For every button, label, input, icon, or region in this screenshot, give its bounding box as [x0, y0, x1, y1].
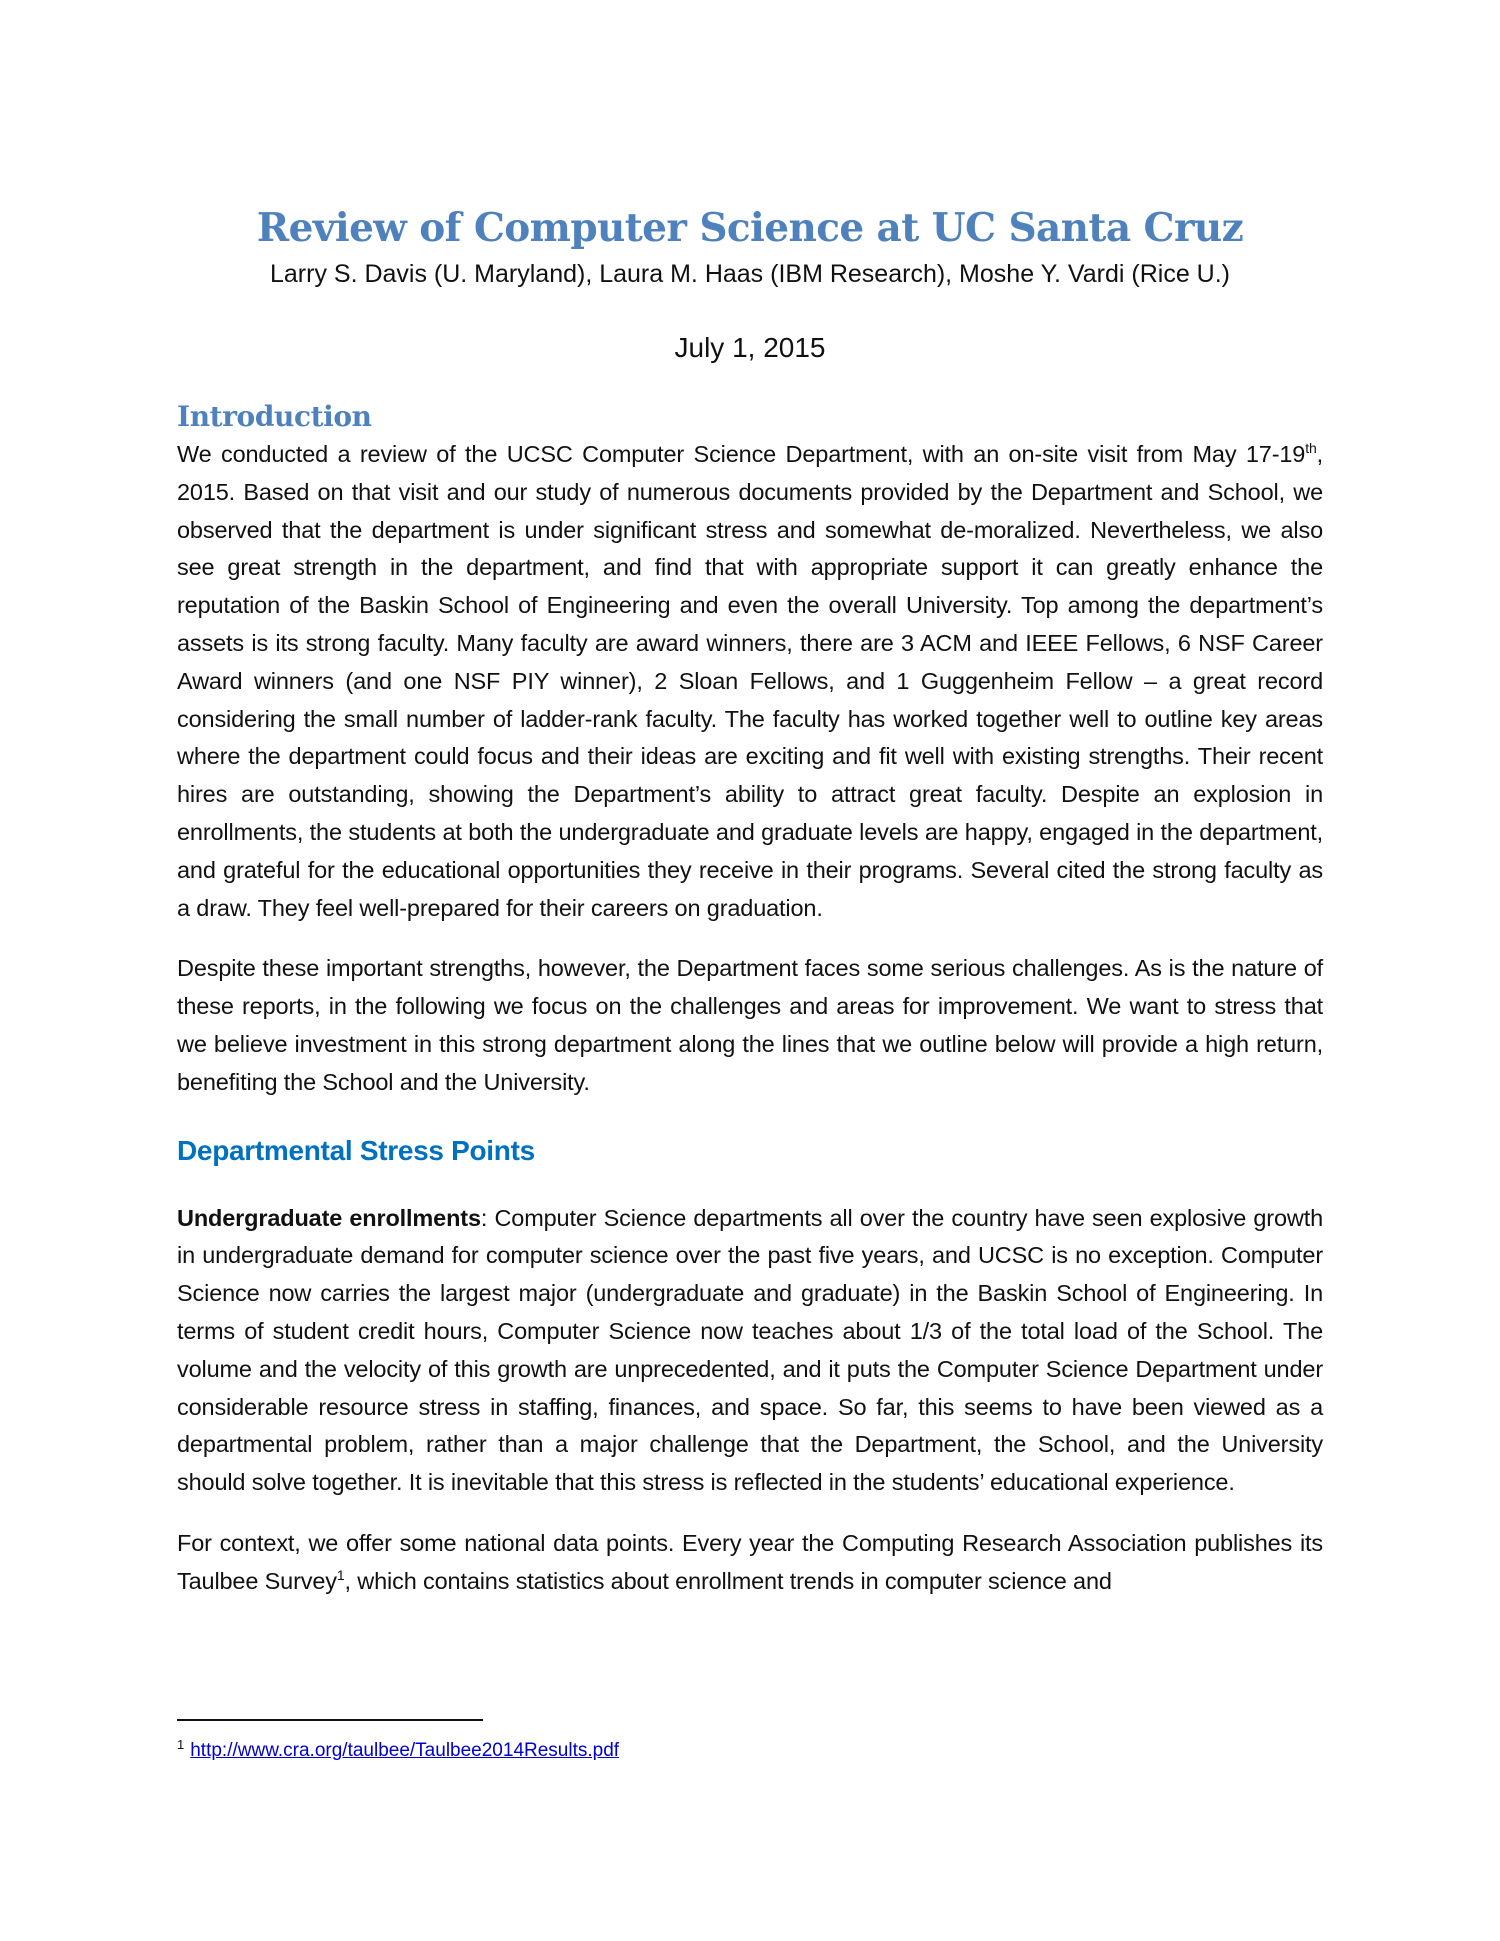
footnote-separator: [177, 1719, 483, 1721]
ordinal-superscript: th: [1305, 440, 1317, 457]
introduction-paragraph-2: Despite these important strengths, however, the Department faces some serious challenges. As is the nature of these reports, in the following we focus on the challenges and areas for improvement. We want to stress that we believe investment in this strong department along the lines that we outline below will provide a high return, benefiting the School and the University.: [177, 955, 1323, 1095]
national-data-text-a: For context, we offer some national data points. Every year the Computing Research Association publishes its Taulbee Survey: [177, 1529, 1323, 1594]
undergrad-paragraph-text: Computer Science departments all over the country have seen explosive growth in undergraduate demand for computer science over the past five years, and UCSC is no exception. Computer Science now carries the largest major (undergraduate and graduate) in the Baskin School of Engineering. In terms of student credit hours, Computer Science now teaches about 1/3 of the total load of the School. The volume and the velocity of this growth are unprecedented, and it puts the Computer Science Department under considerable resource stress in staffing, finances, and space. So far, this seems to have been viewed as a departmental problem, rather than a major challenge that the Department, the School, and the University should solve together. It is inevitable that this stress is reflected in the students’ educational experience.: [177, 1204, 1323, 1496]
undergraduate-enrollments-paragraph: [177, 1200, 1323, 1502]
document-title: Review of Computer Science at UC Santa Cruz: [256, 205, 1244, 251]
document-body: [177, 398, 1323, 1601]
paragraph-lead-colon: :: [480, 1204, 488, 1231]
footnote-number: 1: [177, 1736, 185, 1752]
paragraph-lead-term: Undergraduate enrollments: [177, 1204, 481, 1231]
document-date: July 1, 2015: [674, 332, 826, 363]
national-data-paragraph: [177, 1525, 1323, 1601]
national-data-text-b: , which contains statistics about enrollment trends in computer science and: [344, 1567, 1112, 1594]
authors-line: Larry S. Davis (U. Maryland), Laura M. Haas (IBM Research), Moshe Y. Vardi (Rice U.): [269, 260, 1230, 288]
intro-p1-text-b: , 2015. Based on that visit and our study of numerous documents provided by the Department and School, we observed that the department is under significant stress and somewhat de-moralized. Nevertheless, we also see great strength in the department, and find that with appropriate support it can greatly enhance the reputation of the Baskin School of Engineering and even the overall University. Top among the department’s assets is its strong faculty. Many faculty are award winners, there are 3 ACM and IEEE Fellows, 6 NSF Career Award winners (and one NSF PIY winner), 2 Sloan Fellows, and 1 Guggenheim Fellow – a great record considering the small number of ladder-rank faculty. The faculty has worked together well to outline key areas where the department could focus and their ideas are exciting and fit well with existing strengths. Their recent hires are outstanding, showing the Department’s ability to attract great faculty. Despite an explosion in enrollments, the students at both the undergraduate and graduate levels are happy, engaged in the department, and grateful for the educational opportunities they receive in their programs. Several cited the strong faculty as a draw. They feel well-prepared for their careers on graduation.: [177, 441, 1323, 921]
intro-p1-text-a: We conducted a review of the UCSC Computer Science Department, with an on-site visit from May 17-19: [177, 441, 1306, 467]
footnote-1: [177, 1736, 619, 1766]
footnote-link[interactable]: http://www.cra.org/taulbee/Taulbee2014Results.pdf: [190, 1740, 620, 1761]
section-heading-stress-points: Departmental Stress Points: [177, 1134, 535, 1166]
section-heading-introduction: Introduction: [177, 400, 372, 433]
introduction-paragraph-1: [177, 436, 1323, 927]
footnote-reference-1[interactable]: 1: [336, 1566, 345, 1583]
